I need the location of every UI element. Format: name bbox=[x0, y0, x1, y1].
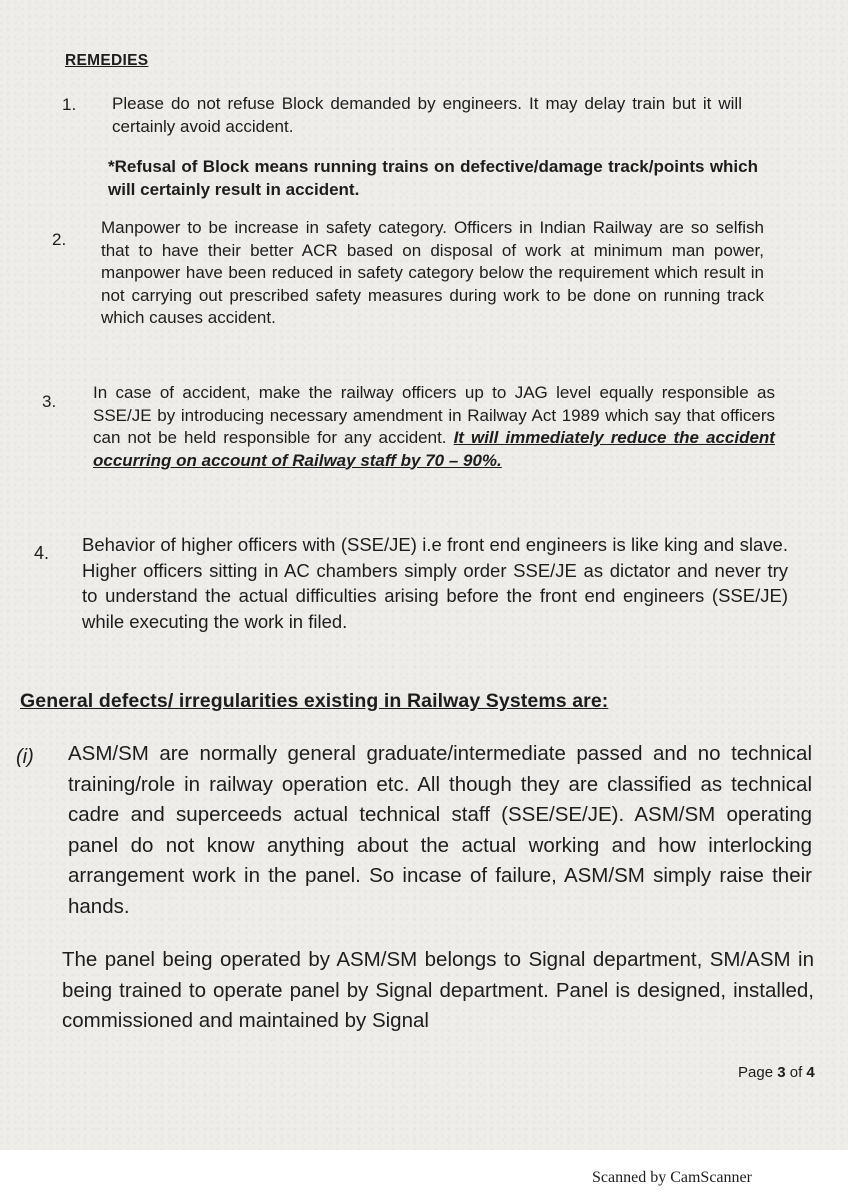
remedy-1-note: *Refusal of Block means running trains on defective/damage track/points which will certainly result in accident. bbox=[108, 157, 758, 199]
remedy-2-number: 2. bbox=[52, 230, 67, 249]
page-of-label: of bbox=[789, 1064, 803, 1081]
page-total: 4 bbox=[806, 1064, 815, 1081]
scanner-watermark: Scanned by CamScanner bbox=[592, 1169, 752, 1186]
remedy-3-emphasis: It will immediately reduce the accident occurring on account of Railway staff by 70 – 90%. bbox=[93, 428, 775, 470]
remedies-heading: REMEDIES bbox=[65, 52, 149, 69]
defect-i-number: (i) bbox=[16, 746, 34, 768]
general-defects-heading: General defects/ irregularities existing in Railway Systems are: bbox=[20, 690, 609, 712]
remedy-3-number: 3. bbox=[42, 392, 57, 411]
page-number bbox=[738, 1064, 815, 1081]
page-current: 3 bbox=[777, 1064, 786, 1081]
remedy-3-block bbox=[93, 382, 775, 472]
defect-i-continuation: The panel being operated by ASM/SM belongs to Signal department, SM/ASM in being trained to operate panel by Signal department. Panel is designed, installed, commissioned and maintained by Signal bbox=[62, 948, 814, 1032]
remedy-1-text: Please do not refuse Block demanded by engineers. It may delay train but it will certainly avoid accident. bbox=[112, 94, 742, 136]
remedy-1-number: 1. bbox=[62, 95, 77, 114]
defect-i-text: ASM/SM are normally general graduate/intermediate passed and no technical training/role in railway operation etc. All though they are classified as technical cadre and superceeds actual technical staff (SSE/SE/JE). ASM/SM operating panel do not know anything about the actual working and how interlocking arrangement work in the panel. So incase of failure, ASM/SM simply raise their hands. bbox=[68, 742, 812, 918]
remedy-4-text: Behavior of higher officers with (SSE/JE) i.e front end engineers is like king and slave. Higher officers sitting in AC chambers simply order SSE/JE as dictator and never try to understand the actual difficulties arising before the front end engineers (SSE/JE) while executing the work in filed. bbox=[82, 534, 788, 632]
remedy-2-text: Manpower to be increase in safety category. Officers in Indian Railway are so selfish that to have their better ACR based on disposal of work at minimum man power, manpower have been reduced in safety category below the requirement which result in not carrying out prescribed safety measures during work to be done on running track which causes accident. bbox=[101, 218, 764, 327]
page-label: Page bbox=[738, 1064, 774, 1081]
remedy-4-number: 4. bbox=[34, 543, 50, 563]
remedy-3-text: In case of accident, make the railway officers up to JAG level equally responsible as SSE/JE by introducing necessary amendment in Railway Act 1989 which say that officers can not be held responsible for any accident. bbox=[93, 383, 775, 447]
